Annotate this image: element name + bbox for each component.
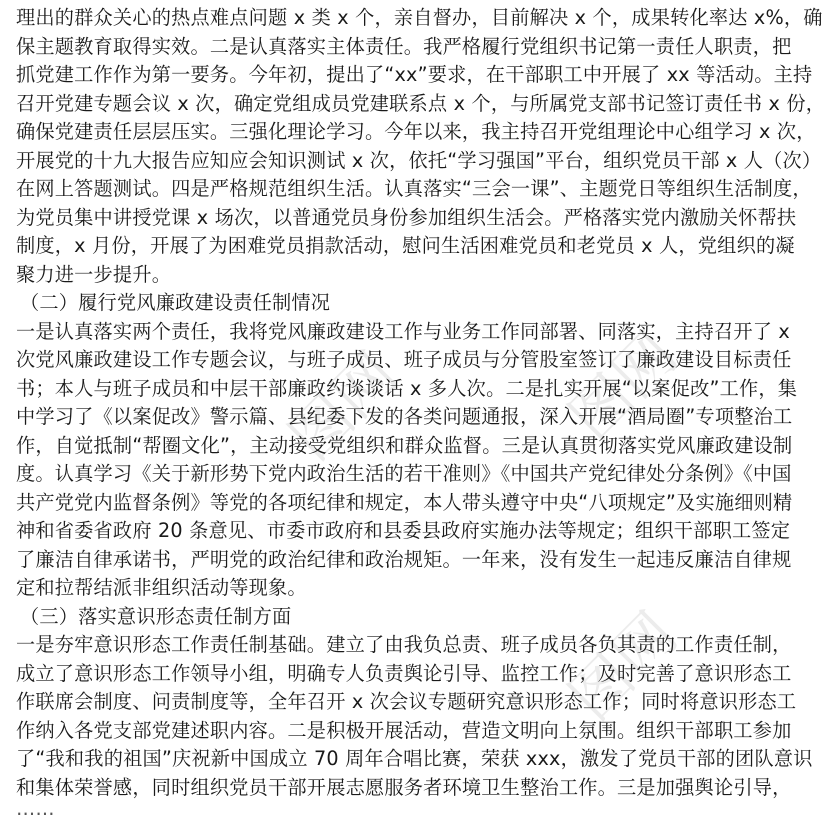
paragraph-line: 神和省委省政府 20 条意见、市委市政府和县委县政府实施办法等规定；组织干部职工签定 [16, 519, 791, 542]
paragraph-line: 理出的群众关心的热点难点问题 x 类 x 个，亲自督办，目前解决 x 个，成果转化率达 x%，确 [16, 6, 823, 29]
paragraph-line: 为党员集中讲授党课 x 场次，以普通党员身份参加组织生活会。严格落实党内激励关怀帮扶 [16, 205, 797, 229]
paragraph-line: 作联席会制度、问责制度等，全年召开 x 次会议专题研究意识形态工作；同时将意识形态工 [16, 690, 797, 713]
section-heading: （二）履行党风廉政建设责任制情况 [20, 291, 331, 314]
paragraph-line: 确保党建责任层层压实。三强化理论学习。今年以来，我主持召开党组理论中心组学习 x 次， [16, 120, 816, 143]
paragraph-line: 召开党建专题会议 x 次，确定党组成员党建联系点 x 个，与所属党支部书记签订责任书 x 份， [16, 91, 825, 115]
paragraph-line: 度。认真学习《关于新形势下党内政治生活的若干准则》《中国共产党纪律处分条例》《中国 [16, 462, 792, 485]
paragraph-line: 作纳入各党支部党建述职内容。二是积极开展活动，营造文明向上氛围。组织干部职工参加 [16, 718, 792, 742]
paragraph-line: 了廉洁自律承诺书，严明党的政治纪律和政治规矩。一年来，没有发生一起违反廉洁自律规 [16, 547, 792, 571]
paragraph-line: 抓党建工作作为第一要务。今年初，提出了“xx”要求，在干部职工中开展了 xx 等活动。主持 [16, 63, 813, 86]
paragraph-line: 定和拉帮结派非组织活动等现象。 [16, 576, 307, 599]
watermark: 图网 [556, 319, 691, 454]
paragraph-line: 和集体荣誉感，同时组织党员干部开展志愿服务者环境卫生整治工作。三是加强舆论引导， [16, 775, 792, 799]
watermark: 图网 [556, 599, 691, 734]
paragraph-line: 成立了意识形态工作领导小组，明确专人负责舆论引导、监控工作；及时完善了意识形态工 [16, 661, 792, 685]
paragraph-line: 在网上答题测试。四是严格规范组织生活。认真落实“三会一课”、主题党日等组织生活制度， [16, 177, 812, 200]
paragraph-line: 一是夯牢意识形态工作责任制基础。建立了由我负总责、班子成员各负其责的工作责任制， [16, 633, 792, 656]
watermark: 图网 [276, 339, 411, 474]
paragraph-line: 聚力进一步提升。 [16, 262, 172, 286]
section-heading: （三）落实意识形态责任制方面 [20, 604, 292, 628]
paragraph-line: 了“我和我的祖国”庆祝新中国成立 70 周年合唱比赛，荣获 xxx，激发了党员干部的团队意识 [16, 747, 813, 770]
paragraph-line: 次党风廉政建设工作专题会议，与班子成员、班子成员与分管股室签订了廉政建设目标责任 [16, 348, 792, 371]
paragraph-line: 一是认真落实两个责任，我将党风廉政建设工作与业务工作同部署、同落实，主持召开了 x [16, 319, 790, 343]
paragraph-line: 制度，x 月份，开展了为困难党员捐款活动，慰问生活困难党员和老党员 x 人，党组织的凝 [16, 234, 795, 257]
paragraph-line: 开展党的十九大报告应知应会知识测试 x 次，依托“学习强国”平台，组织党员干部 x 人（次） [16, 148, 822, 172]
paragraph-line: 共产党党内监督条例》等党的各项纪律和规定，本人带头遵守中央“八项规定”及实施细则精 [16, 490, 793, 514]
paragraph-line: 保主题教育取得实效。二是认真落实主体责任。我严格履行党组织书记第一责任人职责，把 [16, 34, 792, 58]
paragraph-line-clipped: …… [16, 797, 55, 820]
paragraph-line: 书；本人与班子成员和中层干部廉政约谈谈话 x 多人次。二是扎实开展“以案促改”工作，集 [16, 376, 798, 400]
paragraph-line: 中学习了《以案促改》警示篇、县纪委下发的各类问题通报，深入开展“酒局圈”专项整治工 [16, 405, 793, 428]
paragraph-line: 作，自觉抵制“帮圈文化”，主动接受党组织和群众监督。三是认真贯彻落实党风廉政建设制 [16, 433, 793, 457]
